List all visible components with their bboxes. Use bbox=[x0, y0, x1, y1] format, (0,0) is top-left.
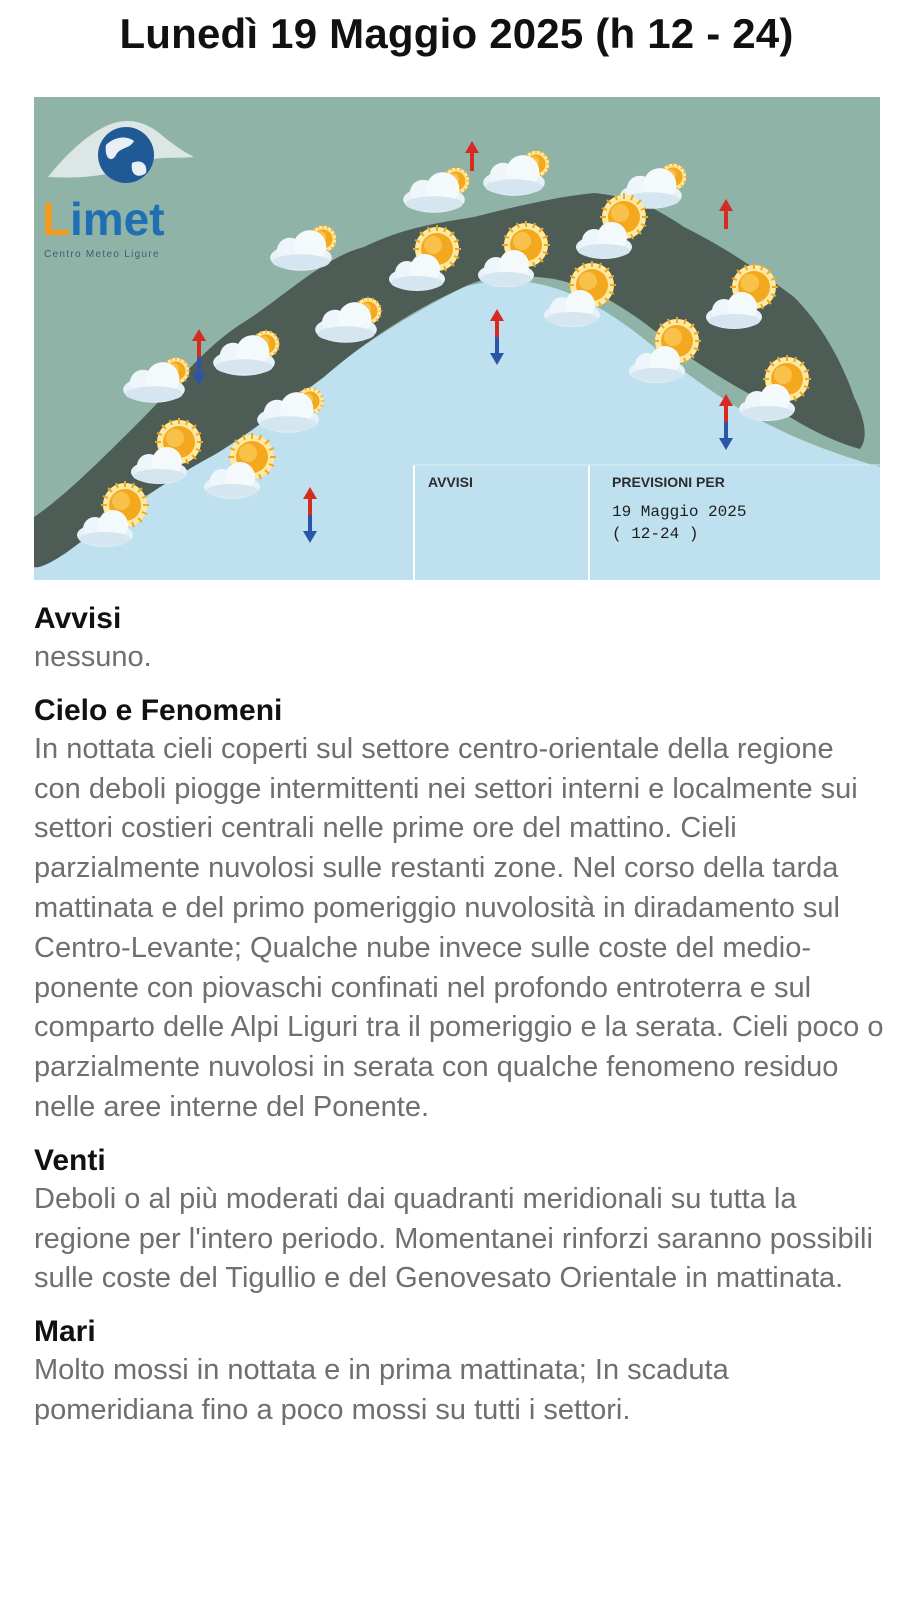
section-mari bbox=[34, 1313, 884, 1431]
section-body: Molto mossi in nottata e in prima mattinata; In scaduta pomeridiana fino a poco mossi su tutti i settori. bbox=[34, 1354, 729, 1426]
section-venti bbox=[34, 1142, 884, 1299]
section-avvisi bbox=[34, 600, 884, 678]
section-heading: Avvisi bbox=[34, 602, 122, 635]
globe-icon bbox=[98, 127, 154, 183]
logo-subtitle: Centro Meteo Ligure bbox=[44, 249, 160, 260]
avvisi-label: AVVISI bbox=[428, 474, 473, 490]
forecast-sections bbox=[34, 600, 884, 1445]
page-title: Lunedì 19 Maggio 2025 (h 12 - 24) bbox=[119, 10, 794, 57]
previsioni-date: 19 Maggio 2025 bbox=[612, 503, 747, 521]
section-body: Deboli o al più moderati dai quadranti meridionali su tutta la regione per l'intero periodo. Momentanei rinforzi saranno possibili sulle coste del Tigullio e del Genovesato Orientale in mattinata. bbox=[34, 1182, 873, 1295]
section-body: nessuno. bbox=[34, 641, 152, 673]
previsioni-label: PREVISIONI PER bbox=[612, 474, 725, 490]
weather-map bbox=[34, 97, 880, 580]
section-cielo-fenomeni bbox=[34, 692, 884, 1128]
previsioni-hours: ( 12-24 ) bbox=[612, 525, 699, 543]
section-heading: Cielo e Fenomeni bbox=[34, 693, 283, 727]
svg-text:L: L bbox=[42, 193, 71, 245]
section-body: In nottata cieli coperti sul settore centro-orientale della regione con deboli piogge intermittenti nei settori interni e localmente sui settori costieri centrali nelle prime ore del mattino. Cieli parzialmente nuvolosi sulle restanti zone. Nel corso della tarda mattinata e del primo pomeriggio nuvolosità in diradamento sul Centro-Levante; Qualche nube invece sulle coste del medio-ponente con piovaschi confinati nel profondo entroterra e sul comparto delle Alpi Liguri tra il pomeriggio e la serata. Cieli poco o parzialmente nuvolosi in serata con qualche fenomeno residuo nelle aree interne del Ponente. bbox=[34, 732, 884, 1123]
section-heading: Venti bbox=[34, 1143, 106, 1177]
section-heading: Mari bbox=[34, 1315, 96, 1349]
svg-text:imet: imet bbox=[70, 193, 165, 245]
